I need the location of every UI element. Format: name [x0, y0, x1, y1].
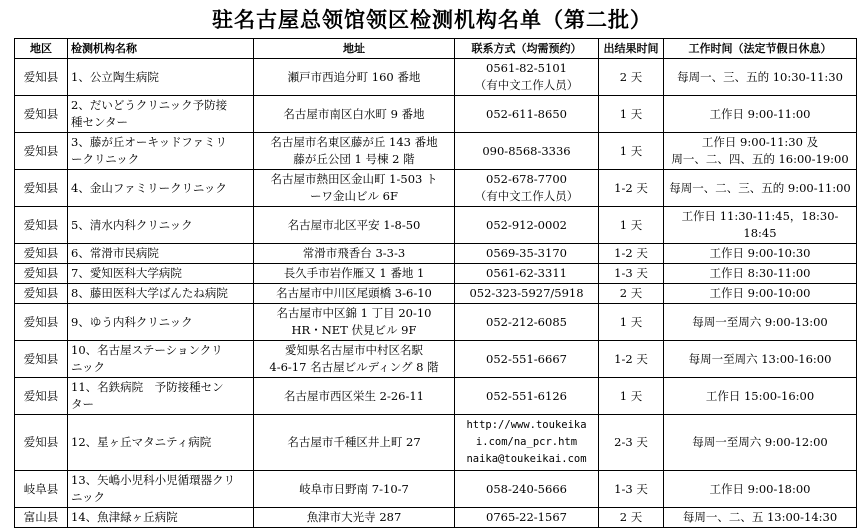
- table-header-row: [15, 39, 857, 59]
- address-line: 名古屋市名東区藤が丘 143 番地: [270, 135, 438, 149]
- name-cell: [68, 59, 254, 96]
- region-cell: 爱知县: [15, 133, 68, 170]
- contact-line: 052-551-6126: [486, 388, 567, 403]
- hours-line: 工作日 9:00-11:30 及: [701, 135, 819, 149]
- contact-line: 058-240-5666: [486, 481, 567, 496]
- document-title: 驻名古屋总领馆领区检测机构名单（第二批）: [212, 8, 652, 32]
- table-row: [15, 304, 857, 341]
- contact-cell: [455, 96, 599, 133]
- table-row: [15, 264, 857, 284]
- result-time-cell: 1-3 天: [599, 471, 664, 508]
- hours-cell: [664, 471, 857, 508]
- address-line: 魚津市大光寺 287: [306, 510, 402, 524]
- address-line: 常滑市飛香台 3-3-3: [302, 246, 406, 260]
- hours-cell: [664, 96, 857, 133]
- contact-line: i.com/na_pcr.htm: [475, 436, 578, 448]
- result-time-cell: 1 天: [599, 133, 664, 170]
- hours-cell: [664, 304, 857, 341]
- hours-cell: [664, 133, 857, 170]
- table-row: [15, 133, 857, 170]
- contact-line: http://www.toukeika: [466, 419, 587, 431]
- contact-line: 052-551-6667: [486, 351, 567, 366]
- header-hours: 工作时间（法定节假日休息）: [664, 39, 857, 59]
- name-cell: [68, 264, 254, 284]
- hours-cell: [664, 207, 857, 244]
- hours-line: 工作日 8:30-11:00: [709, 266, 811, 280]
- address-line: HR・NET 伏見ビル 9F: [291, 323, 417, 337]
- name-line: ニック: [71, 360, 106, 374]
- address-line: 4-6-17 名古屋ビルディング 8 階: [269, 360, 439, 374]
- hours-line: 工作日 9:00-10:00: [709, 286, 811, 300]
- contact-cell: [455, 59, 599, 96]
- address-line: 岐阜市日野南 7-10-7: [299, 481, 409, 496]
- result-time-cell: 1 天: [599, 378, 664, 415]
- hours-line: 工作日 15:00-16:00: [705, 388, 815, 403]
- name-line: 13、矢嶋小児科小児循環器クリ: [71, 473, 236, 487]
- address-cell: [254, 378, 455, 415]
- table-row: [15, 471, 857, 508]
- region-cell: 爱知县: [15, 96, 68, 133]
- name-line: ニック: [71, 490, 106, 504]
- name-cell: [68, 304, 254, 341]
- contact-cell: [455, 207, 599, 244]
- result-time-cell: 1 天: [599, 96, 664, 133]
- hours-cell: [664, 170, 857, 207]
- name-line: 11、名鉄病院 予防接種セン: [71, 380, 224, 394]
- header-address: 地址: [254, 39, 455, 59]
- contact-cell: [455, 264, 599, 284]
- hours-line: 每周一至周六 9:00-12:00: [692, 435, 828, 449]
- table-row: [15, 341, 857, 378]
- name-line: ター: [71, 397, 94, 411]
- address-line: ーワ金山ビル 6F: [310, 189, 398, 203]
- result-time-cell: 1-2 天: [599, 244, 664, 264]
- contact-cell: [455, 378, 599, 415]
- contact-line: 052-912-0002: [486, 217, 567, 232]
- name-cell: [68, 96, 254, 133]
- address-cell: [254, 284, 455, 304]
- header-name: 检测机构名称: [68, 39, 254, 59]
- address-cell: [254, 207, 455, 244]
- table-row: [15, 59, 857, 96]
- hours-cell: [664, 244, 857, 264]
- result-time-cell: 2 天: [599, 508, 664, 528]
- contact-line: 052-611-8650: [486, 106, 567, 121]
- name-line: 5、清水内科クリニック: [71, 217, 193, 232]
- name-line: 2、だいどうクリニック予防接: [71, 98, 228, 112]
- address-line: 瀬戸市西追分町 160 番地: [287, 69, 421, 84]
- contact-cell: [455, 341, 599, 378]
- address-cell: [254, 264, 455, 284]
- hours-line: 每周一至周六 9:00-13:00: [692, 314, 828, 329]
- name-line: 6、常滑市民病院: [71, 246, 159, 260]
- table-row: [15, 96, 857, 133]
- address-line: 名古屋市西区栄生 2-26-11: [283, 388, 424, 403]
- address-line: 名古屋市中川区尾頭橋 3-6-10: [276, 286, 432, 300]
- hours-line: 每周一、三、五的 10:30-11:30: [677, 69, 843, 84]
- contact-line: （有中文工作人员）: [474, 189, 579, 203]
- table-row: [15, 415, 857, 471]
- region-cell: 爱知县: [15, 244, 68, 264]
- name-line: 12、星ヶ丘マタニティ病院: [71, 435, 212, 449]
- region-cell: 爱知县: [15, 304, 68, 341]
- region-cell: 爱知县: [15, 415, 68, 471]
- table-row: [15, 508, 857, 528]
- name-line: 1、公立陶生病院: [71, 69, 159, 84]
- address-line: 名古屋市南区白水町 9 番地: [283, 106, 425, 121]
- contact-cell: [455, 415, 599, 471]
- result-time-cell: 1-3 天: [599, 264, 664, 284]
- table-row: [15, 244, 857, 264]
- table-row: [15, 378, 857, 415]
- address-line: 愛知県名古屋市中村区名駅: [285, 343, 423, 357]
- name-cell: [68, 133, 254, 170]
- contact-line: 052-212-6085: [486, 314, 567, 329]
- name-line: 10、名古屋ステーションクリ: [71, 343, 223, 357]
- result-time-cell: 1 天: [599, 207, 664, 244]
- result-time-cell: 1-2 天: [599, 170, 664, 207]
- contact-line: 0569-35-3170: [486, 246, 567, 260]
- region-cell: 爱知县: [15, 59, 68, 96]
- contact-line: naika@toukeikai.com: [466, 453, 587, 465]
- name-cell: [68, 284, 254, 304]
- name-cell: [68, 341, 254, 378]
- result-time-cell: 1-2 天: [599, 341, 664, 378]
- name-line: 種センター: [71, 115, 129, 129]
- hours-line: 工作日 9:00-10:30: [709, 246, 811, 260]
- region-cell: 爱知县: [15, 341, 68, 378]
- contact-line: 090-8568-3336: [482, 143, 571, 158]
- table-row: [15, 170, 857, 207]
- address-cell: [254, 471, 455, 508]
- name-cell: [68, 170, 254, 207]
- hours-cell: [664, 284, 857, 304]
- testing-institution-table: [14, 38, 857, 528]
- hours-line: 工作日 9:00-18:00: [709, 481, 811, 496]
- contact-line: 052-323-5927/5918: [469, 286, 584, 300]
- contact-cell: [455, 244, 599, 264]
- name-line: 14、魚津緑ヶ丘病院: [71, 510, 178, 524]
- name-line: ークリニック: [71, 152, 140, 166]
- address-cell: [254, 508, 455, 528]
- address-line: 藤が丘公団 1 号棟 2 階: [293, 152, 415, 166]
- result-time-cell: 2 天: [599, 59, 664, 96]
- region-cell: 爱知县: [15, 170, 68, 207]
- contact-cell: [455, 471, 599, 508]
- table-body: [15, 59, 857, 528]
- address-cell: [254, 59, 455, 96]
- header-contact: 联系方式（均需预约）: [455, 39, 599, 59]
- hours-cell: [664, 415, 857, 471]
- name-cell: [68, 415, 254, 471]
- result-time-cell: 1 天: [599, 304, 664, 341]
- address-cell: [254, 244, 455, 264]
- address-cell: [254, 133, 455, 170]
- result-time-cell: 2-3 天: [599, 415, 664, 471]
- header-region: 地区: [15, 39, 68, 59]
- result-time-cell: 2 天: [599, 284, 664, 304]
- name-cell: [68, 471, 254, 508]
- address-line: 名古屋市中区錦 1 丁目 20-10: [276, 306, 432, 320]
- address-line: 長久手市岩作雁又 1 番地 1: [283, 266, 425, 280]
- hours-line: 每周一、二、三、五的 9:00-11:00: [669, 180, 851, 195]
- contact-cell: [455, 170, 599, 207]
- address-line: 名古屋市熱田区金山町 1-503 ト: [270, 172, 438, 186]
- address-line: 名古屋市北区平安 1-8-50: [287, 217, 421, 232]
- name-cell: [68, 244, 254, 264]
- address-cell: [254, 341, 455, 378]
- address-cell: [254, 170, 455, 207]
- contact-line: 0765-22-1567: [486, 510, 567, 524]
- name-line: 9、ゆう内科クリニック: [71, 314, 193, 329]
- contact-line: （有中文工作人员）: [474, 78, 579, 92]
- contact-cell: [455, 304, 599, 341]
- address-cell: [254, 96, 455, 133]
- region-cell: 富山县: [15, 508, 68, 528]
- hours-line: 工作日 9:00-11:00: [709, 106, 811, 121]
- address-cell: [254, 304, 455, 341]
- contact-cell: [455, 284, 599, 304]
- hours-line: 工作日 11:30-11:45，18:30-18:45: [681, 209, 839, 240]
- hours-cell: [664, 59, 857, 96]
- hours-cell: [664, 341, 857, 378]
- contact-cell: [455, 133, 599, 170]
- table-row: [15, 284, 857, 304]
- name-cell: [68, 378, 254, 415]
- name-line: 7、愛知医科大学病院: [71, 266, 182, 280]
- region-cell: 爱知县: [15, 207, 68, 244]
- contact-line: 052-678-7700: [486, 172, 567, 186]
- region-cell: 爱知县: [15, 378, 68, 415]
- name-line: 4、金山ファミリークリニック: [71, 180, 227, 195]
- header-result-time: 出结果时间: [599, 39, 664, 59]
- hours-line: 周一、二、四、五的 16:00-19:00: [671, 152, 849, 166]
- contact-cell: [455, 508, 599, 528]
- hours-line: 每周一至周六 13:00-16:00: [688, 351, 832, 366]
- region-cell: 爱知县: [15, 284, 68, 304]
- contact-line: 0561-62-3311: [486, 266, 567, 280]
- table-row: [15, 207, 857, 244]
- region-cell: 爱知县: [15, 264, 68, 284]
- name-line: 8、藤田医科大学ばんたね病院: [71, 286, 228, 300]
- hours-cell: [664, 264, 857, 284]
- hours-cell: [664, 508, 857, 528]
- contact-line: 0561-82-5101: [486, 61, 567, 75]
- address-cell: [254, 415, 455, 471]
- name-cell: [68, 508, 254, 528]
- hours-line: 每周一、二、五 13:00-14:30: [682, 510, 838, 524]
- address-line: 名古屋市千種区井上町 27: [287, 435, 421, 449]
- hours-cell: [664, 378, 857, 415]
- region-cell: 岐阜县: [15, 471, 68, 508]
- name-line: 3、藤が丘オーキッドファミリ: [71, 135, 228, 149]
- name-cell: [68, 207, 254, 244]
